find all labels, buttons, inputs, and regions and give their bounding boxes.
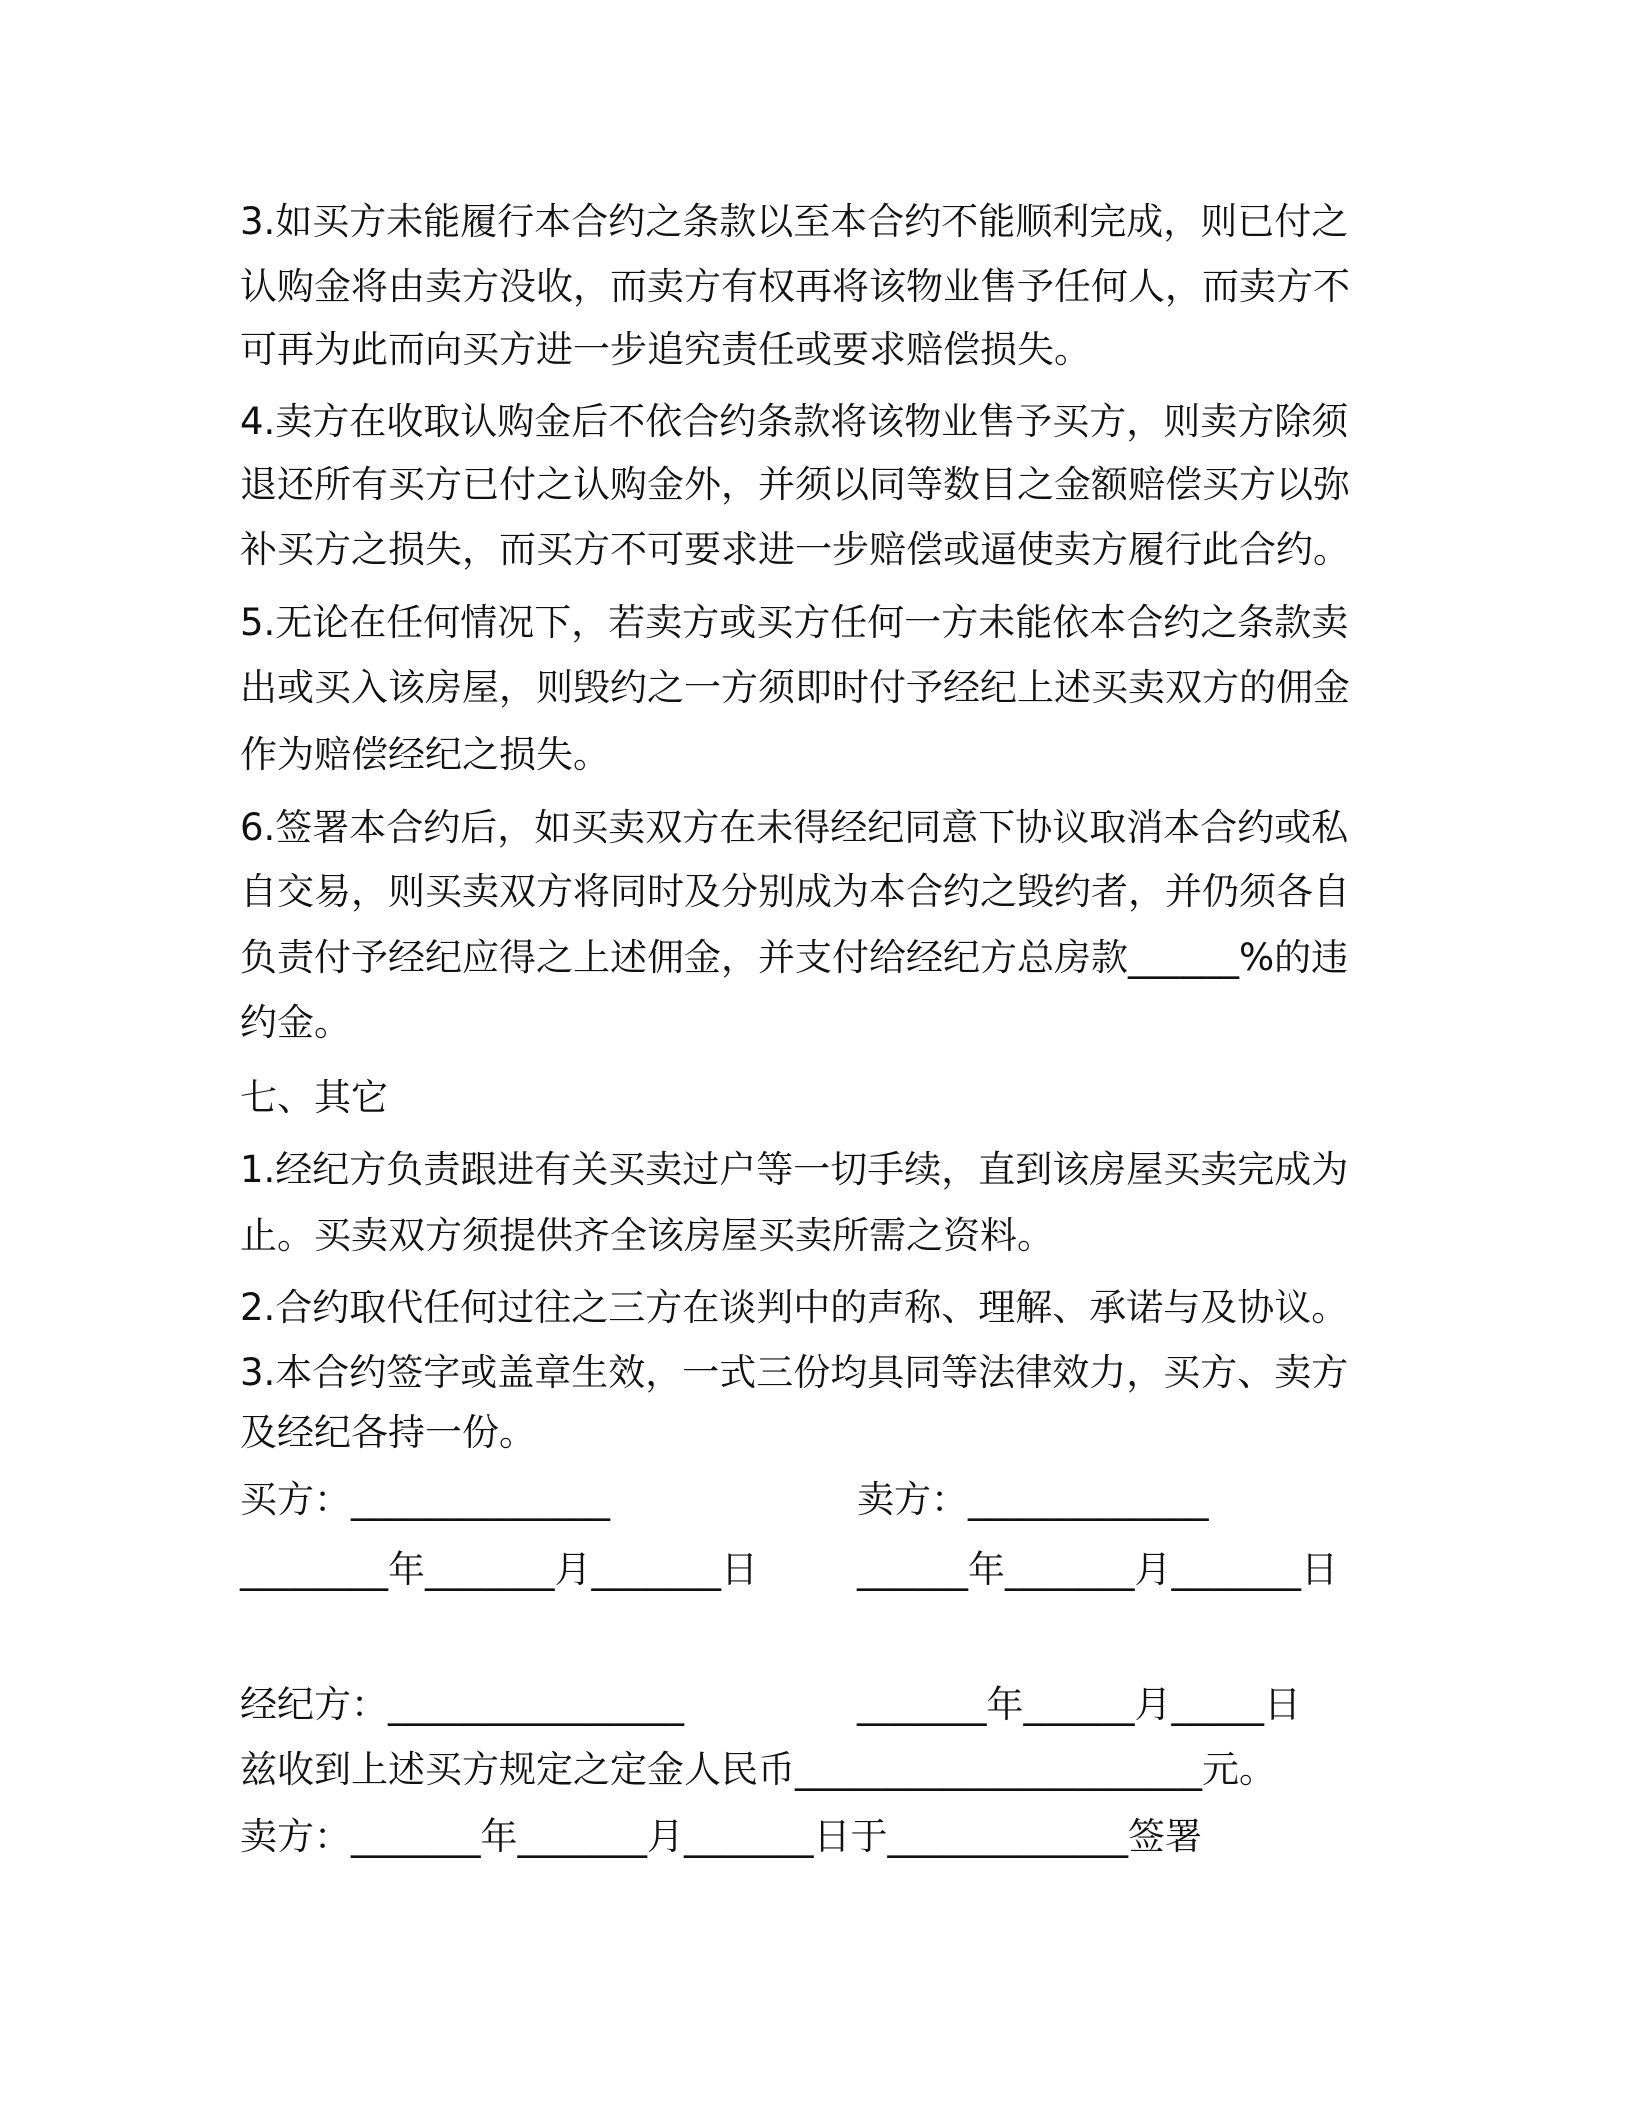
other-clause-2-line-1: 2.合约取代任何过往之三方在谈判中的声称、理解、承诺与及协议。 bbox=[240, 1286, 1349, 1329]
agent-date-line: _______年______月_____日 bbox=[857, 1683, 1301, 1726]
clause-3-line-3: 可再为此而向买方进一步追究责任或要求赔偿损失。 bbox=[240, 328, 1091, 371]
seller-signature-line: 卖方：_____________ bbox=[857, 1478, 1209, 1521]
clause-6-line-1: 6.签署本合约后，如买卖双方在未得经纪同意下协议取消本合约或私 bbox=[240, 806, 1349, 849]
clause-5-line-2: 出或买入该房屋，则毁约之一方须即时付予经纪上述买卖双方的佣金 bbox=[240, 666, 1350, 709]
clause-3-line-2: 认购金将由卖方没收，而卖方有权再将该物业售予任何人，而卖方不 bbox=[240, 265, 1350, 308]
clause-4-line-1: 4.卖方在收取认购金后不依合约条款将该物业售予买方，则卖方除须 bbox=[240, 400, 1349, 443]
section-heading: 七、其它 bbox=[240, 1076, 388, 1119]
other-clause-1-line-1: 1.经纪方负责跟进有关买卖过户等一切手续，直到该房屋买卖完成为 bbox=[240, 1148, 1349, 1191]
clause-5-line-3: 作为赔偿经纪之损失。 bbox=[240, 733, 610, 776]
deposit-receipt-line: 兹收到上述买方规定之定金人民币______________________元。 bbox=[240, 1748, 1276, 1791]
buyer-signature-line: 买方：______________ bbox=[240, 1478, 610, 1521]
seller-date-line: ______年_______月_______日 bbox=[857, 1548, 1338, 1591]
clause-4-line-3: 补买方之损失，而买方不可要求进一步赔偿或逼使卖方履行此合约。 bbox=[240, 528, 1350, 571]
seller-receipt-line: 卖方：_______年_______月_______日于_____________签署 bbox=[240, 1815, 1202, 1858]
clause-6-line-4: 约金。 bbox=[240, 1001, 351, 1044]
clause-5-line-1: 5.无论在任何情况下，若卖方或买方任何一方未能依本合约之条款卖 bbox=[240, 601, 1349, 644]
other-clause-3-line-2: 及经纪各持一份。 bbox=[240, 1411, 536, 1454]
clause-3-line-1: 3.如买方未能履行本合约之条款以至本合约不能顺利完成，则已付之 bbox=[240, 200, 1349, 243]
clause-6-line-3: 负责付予经纪应得之上述佣金，并支付给经纪方总房款______%的违 bbox=[240, 936, 1349, 979]
clause-4-line-2: 退还所有买方已付之认购金外，并须以同等数目之金额赔偿买方以弥 bbox=[240, 463, 1350, 506]
clause-6-line-2: 自交易，则买卖双方将同时及分别成为本合约之毁约者，并仍须各自 bbox=[240, 870, 1350, 913]
other-clause-1-line-2: 止。买卖双方须提供齐全该房屋买卖所需之资料。 bbox=[240, 1214, 1054, 1257]
other-clause-3-line-1: 3.本合约签字或盖章生效，一式三份均具同等法律效力，买方、卖方 bbox=[240, 1351, 1349, 1394]
agent-signature-line: 经纪方：________________ bbox=[240, 1683, 684, 1726]
buyer-date-line: ________年_______月_______日 bbox=[240, 1548, 758, 1591]
